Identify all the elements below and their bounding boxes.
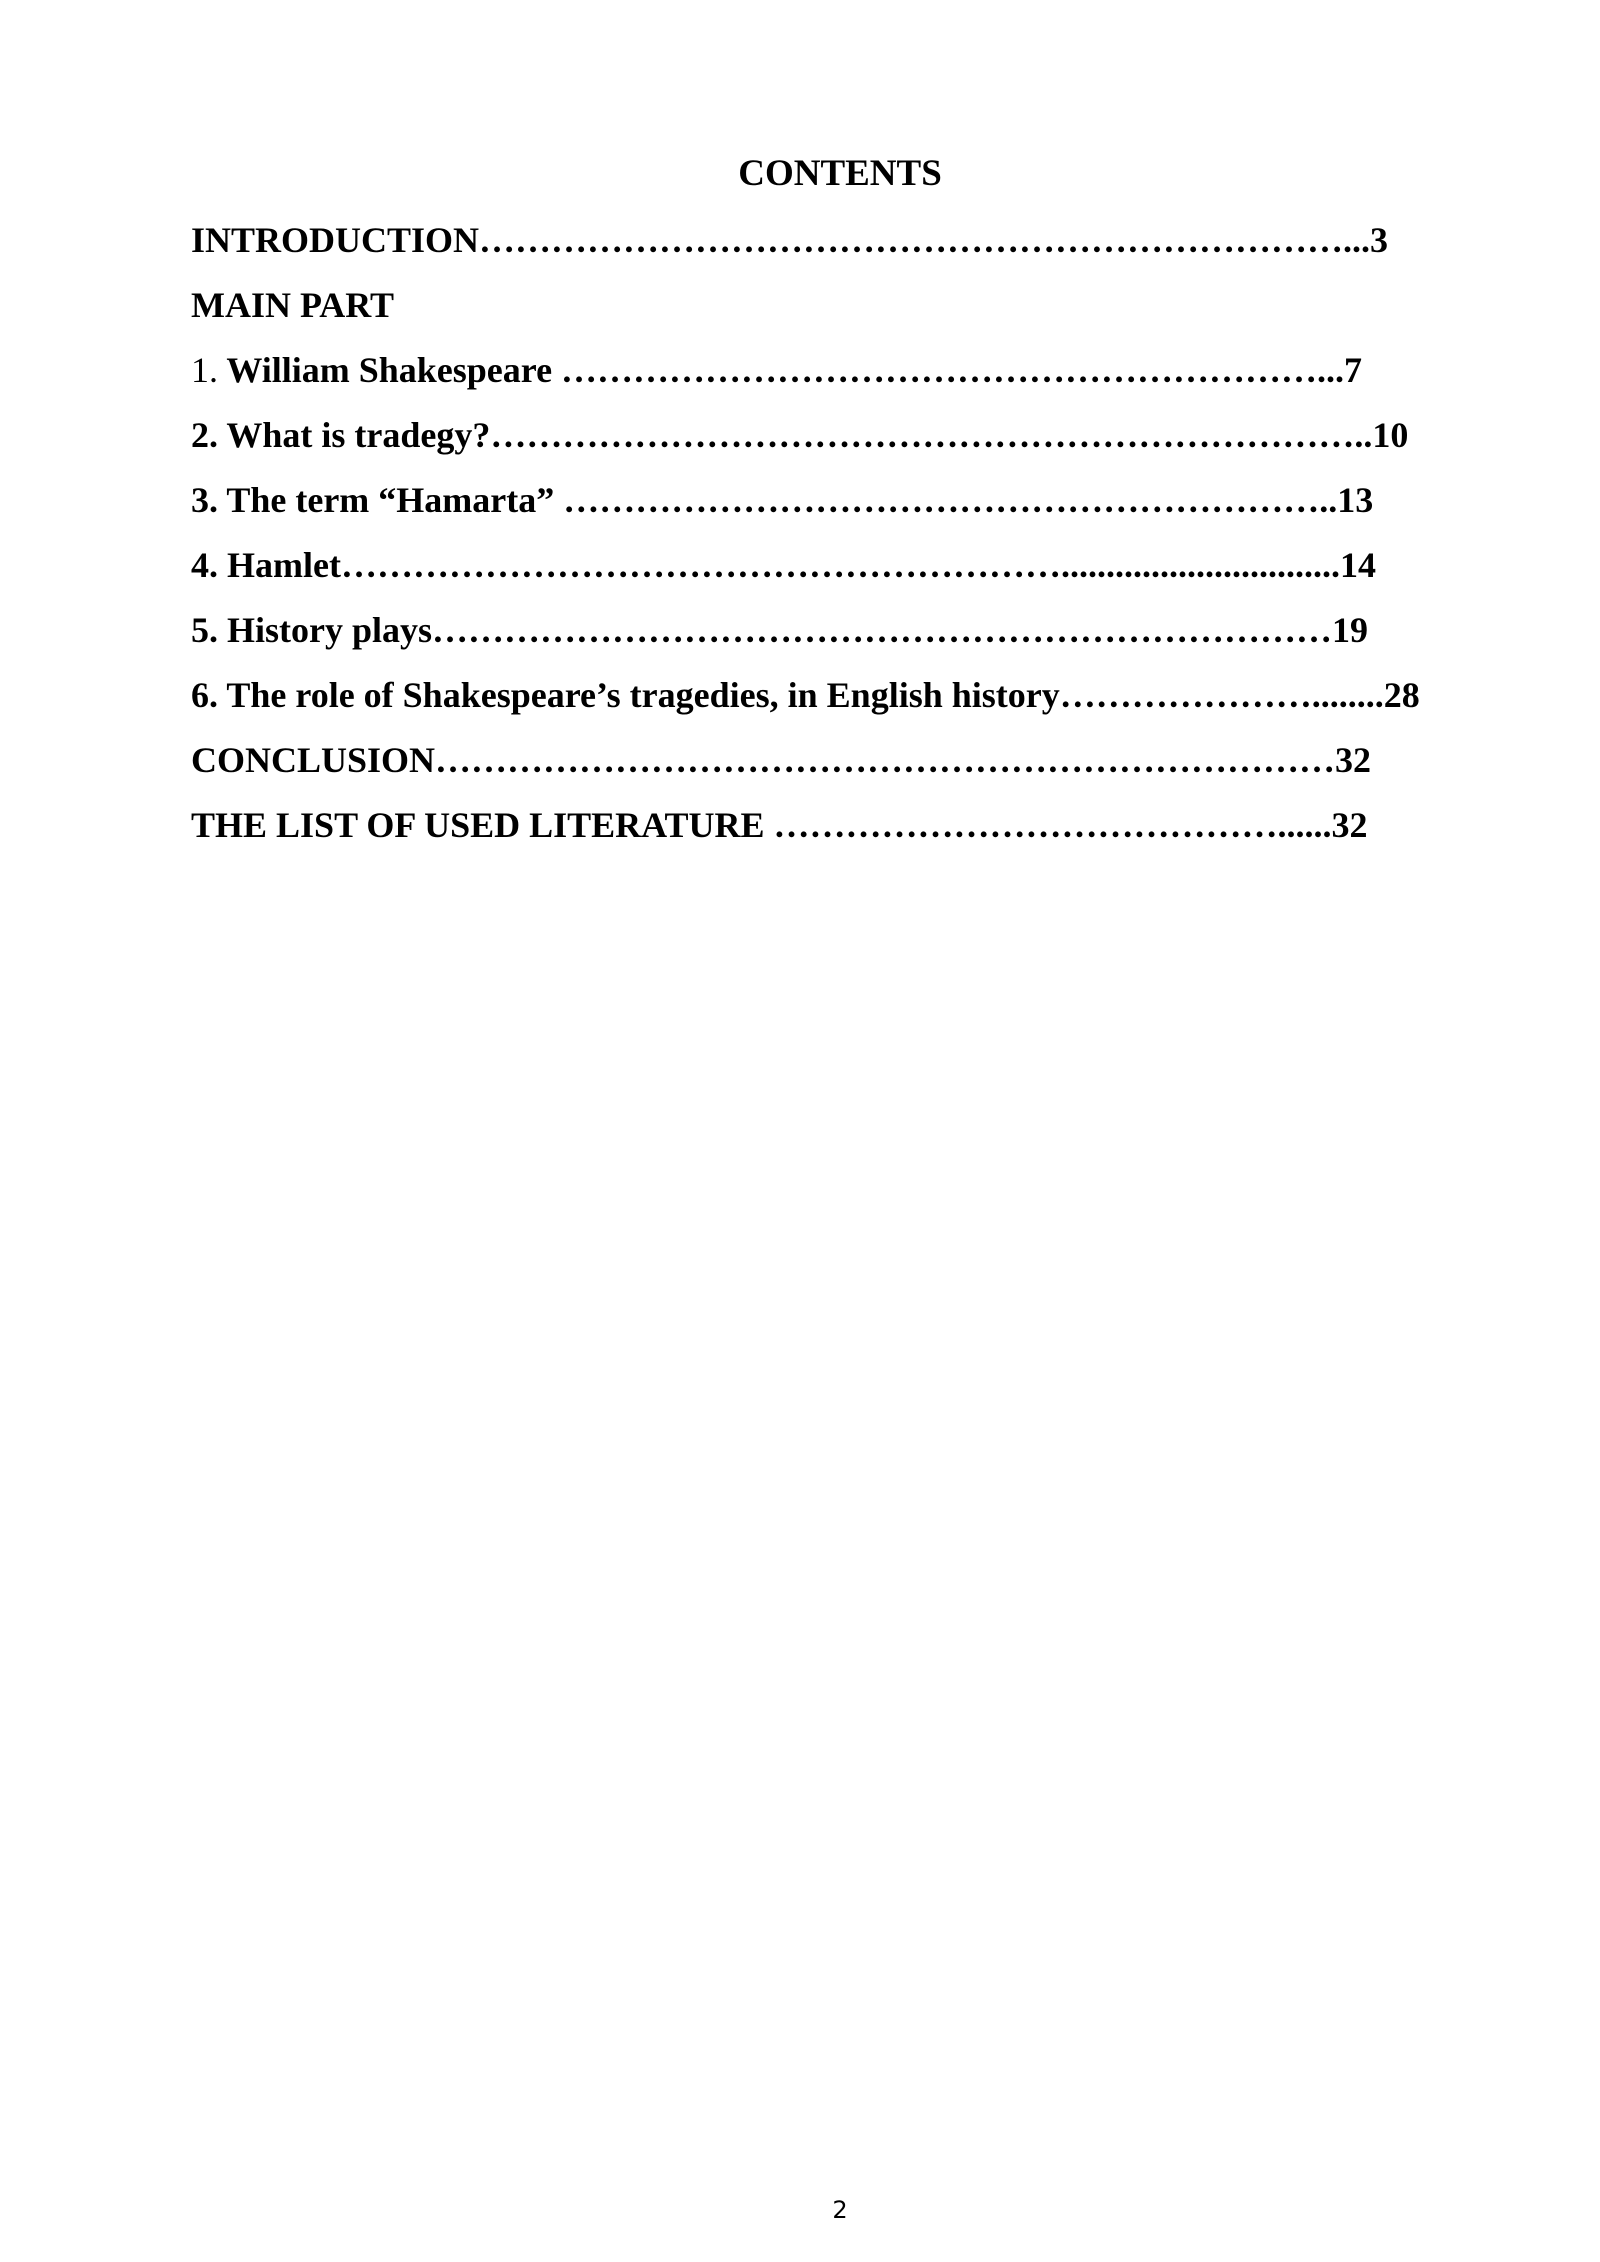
page-title: CONTENTS	[738, 153, 942, 194]
toc-entry-introduction: INTRODUCTION………………………………………………………………...3	[191, 220, 1389, 260]
toc-entry-literature: THE LIST OF USED LITERATURE ……………………………………......32	[191, 805, 1368, 845]
toc-entry-history-plays: 5. History plays…………………………………………………………………19	[191, 610, 1369, 650]
toc-entry-number: 1.	[191, 350, 218, 390]
toc-entry-what-is-tragedy: 2. What is tradegy?………………………………………………………………..10	[191, 415, 1409, 455]
toc-entry-conclusion: CONCLUSION…………………………………………………………………32	[191, 740, 1372, 780]
toc-entry-hamlet: 4. Hamlet……………………………………………………...............................14	[191, 545, 1376, 585]
toc-entry-william-shakespeare	[191, 345, 1491, 410]
table-of-contents	[191, 215, 1491, 865]
toc-heading-main-part: MAIN PART	[191, 285, 395, 325]
page-number: 2	[832, 2196, 848, 2224]
toc-entry-text: William Shakespeare ………………………………………………………...7	[218, 350, 1363, 390]
toc-entry-hamarta: 3. The term “Hamarta” ………………………………………………………..13	[191, 480, 1374, 520]
toc-entry-role-of-tragedies: 6. The role of Shakespeare’s tragedies, in English history…………………........28	[191, 675, 1420, 715]
